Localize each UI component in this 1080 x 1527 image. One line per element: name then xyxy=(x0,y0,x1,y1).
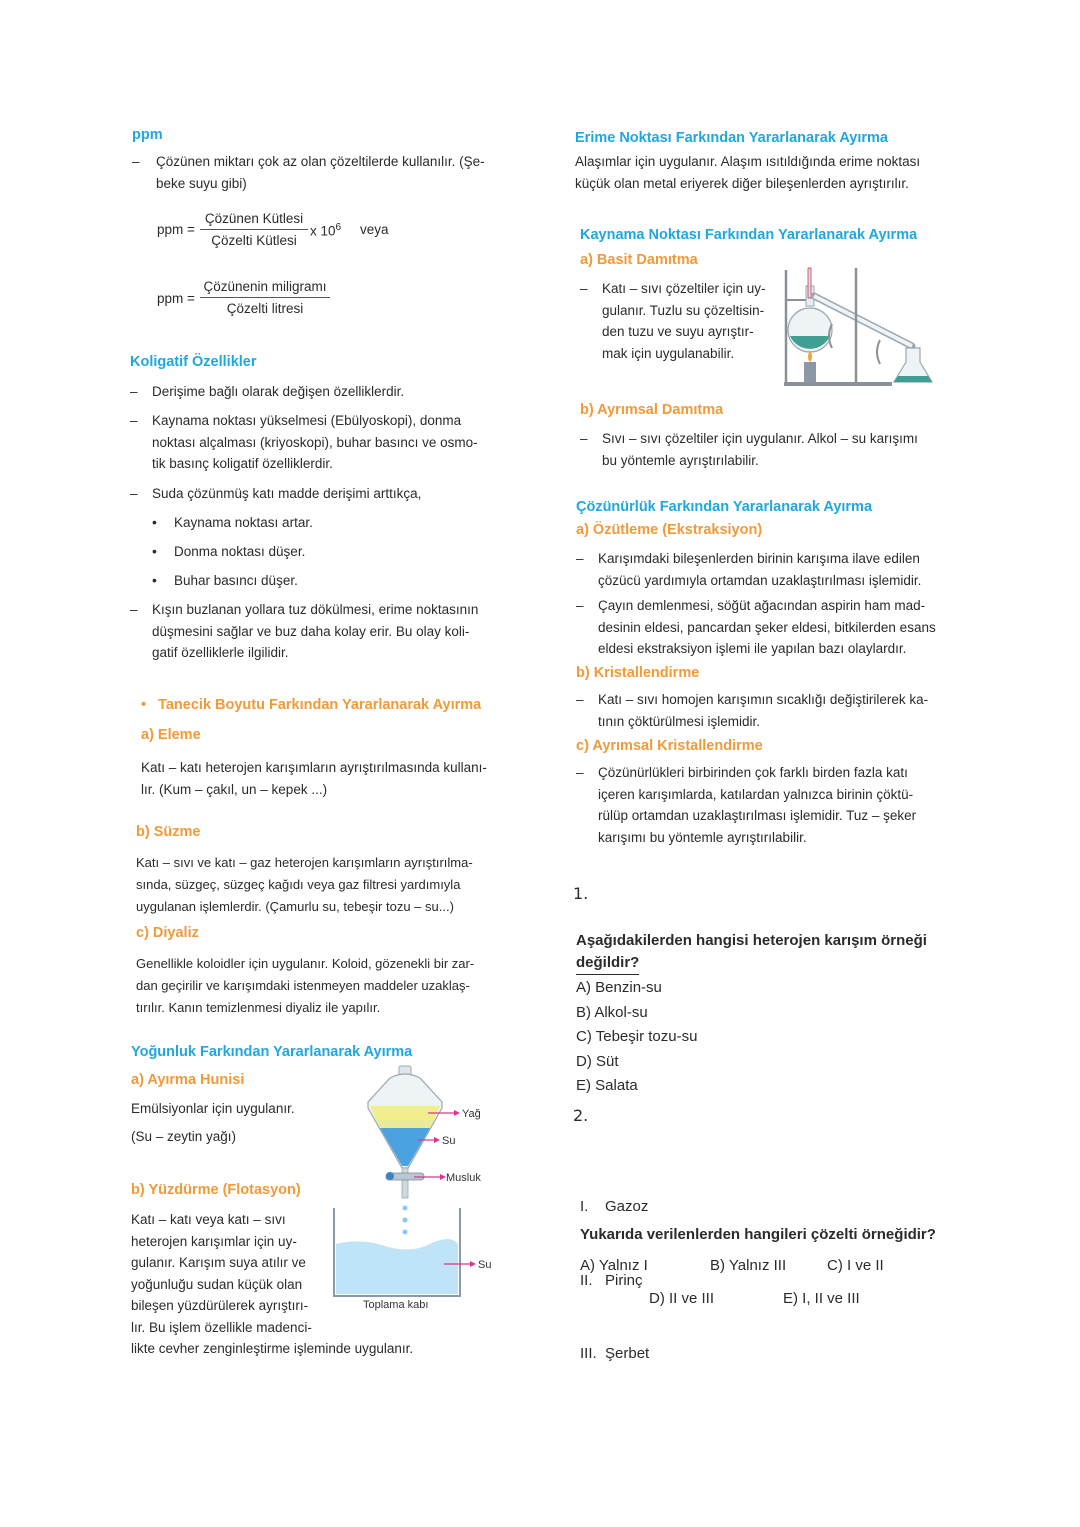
ozutleme-item: – Karışımdaki bileşenlerden birinin karışıma ilave edilen çözücü yardımıyla ortamdan uzaklaştırılması işlemidir. xyxy=(576,551,922,588)
diyaliz-heading: c) Diyaliz xyxy=(136,925,199,941)
koligatif-subitem: • Kaynama noktası artar. xyxy=(152,514,313,530)
funnel-stem xyxy=(402,1168,408,1198)
eleme-text: Katı – katı heterojen karışımların ayrıştırılmasında kullanı- lır. (Kum – çakıl, un – kepek ...) xyxy=(141,760,487,797)
kristallendirme-item: – Katı – sıvı homojen karışımın sıcaklığı değiştirilerek ka- tının çöktürülmesi işlemidir. xyxy=(576,692,929,729)
suzme-text: Katı – sıvı ve katı – gaz heterojen karışımların ayrıştırılma- sında, süzgeç, süzgeç kağıdı veya gaz filtresi yardımıyla uygulanan işlemlerdir. (Çamurlu su, tebeşir tozu – su...) xyxy=(136,855,473,914)
suzme-heading: b) Süzme xyxy=(136,824,201,840)
statement-3: III. Şerbet xyxy=(580,1345,650,1362)
erime-text: Alaşımlar için uygulanır. Alaşım ısıtıldığında erime noktası küçük olan metal eriyerek diğer bileşenlerden ayrıştırılır. xyxy=(575,154,921,191)
koligatif-subitem: • Buhar basıncı düşer. xyxy=(152,572,298,588)
koligatif-heading: Koligatif Özellikler xyxy=(130,354,257,370)
option-b[interactable]: B) Alkol-su xyxy=(576,1003,648,1021)
water-label: Su xyxy=(442,1135,456,1147)
basit-damitma-text: – Katı – sıvı çözeltiler için uy- gulanır. Tuzlu su çözeltisin- den tuzu ve suyu ayrıştır- mak için uygulanabilir. xyxy=(580,281,766,361)
formula-multiplier: x $10^6$ xyxy=(310,222,342,239)
option-a[interactable]: A) Yalnız I xyxy=(580,1257,648,1274)
option-e[interactable]: E) Salata xyxy=(576,1077,638,1094)
ozutleme-item: – Çayın demlenmesi, söğüt ağacından aspirin ham mad- desinin eldesi, pancardan şeker eldesi, bitkilerden esans eldesi ekstraksiyon işlemi ile yapılan bazı olaylardır. xyxy=(576,598,936,656)
ayirma-hunisi-heading: a) Ayırma Hunisi xyxy=(131,1072,245,1088)
separating-funnel-figure xyxy=(330,1060,500,1315)
ozutleme-heading: a) Özütleme (Ekstraksiyon) xyxy=(576,522,763,538)
oil-layer xyxy=(376,1120,434,1128)
question-2-number: 2. xyxy=(573,1106,589,1125)
question-1-options xyxy=(576,976,697,1099)
question-2-stem: Yukarıda verilenlerden hangileri çözelti örneğidir? xyxy=(580,1226,936,1243)
container-label: Toplama kabı xyxy=(363,1299,429,1311)
burner xyxy=(804,362,816,382)
option-d[interactable]: D) Süt xyxy=(576,1052,619,1070)
eleme-heading: a) Eleme xyxy=(141,727,201,743)
ayrimsal-kristallendirme-item: – Çözünürlükleri birbirinden çok farklı birden fazla katı içeren karışımlarda, katılardan yalnızca birinin çöktü- rülüp ortamdan uzaklaştırılması işlemidir. Tuz – şeker karışımı bu yöntemle ayrıştırılabilir. xyxy=(576,765,917,845)
statement-2: II. Pirinç xyxy=(580,1271,643,1289)
formula-numerator: Çözünen Kütlesi xyxy=(204,211,304,226)
formula-denominator: Çözelti litresi xyxy=(200,297,330,316)
kristallendirme-heading: b) Kristallendirme xyxy=(576,665,700,681)
yuzdurme-text: Katı – katı veya katı – sıvı heterojen karışımlar için uy- gulanır. Karışım suya atılır ve yoğunluğu sudan küçük olan bileşen yüzdürülerek ayrıştırı- lır. Bu işlem özellikle madenci- likte cevher zenginleştirme işleminde uygulanır. xyxy=(131,1212,414,1356)
koligatif-item: – Kaynama noktası yükselmesi (Ebülyoskopi), donma noktası alçalması (kriyoskopi), buhar basıncı ve osmo- tik basınç koligatif özelliklerdir. xyxy=(130,413,478,471)
option-d[interactable]: D) II ve III xyxy=(649,1290,715,1307)
koligatif-item: – Kışın buzlanan yollara tuz dökülmesi, erime noktasının düşmesini sağlar ve buz daha kolay erir. Bu olay koli- gatif özelliklerle ilgilidir. xyxy=(130,602,479,660)
tap-label: Musluk xyxy=(446,1172,481,1184)
distillation-figure xyxy=(782,266,942,390)
water-drop xyxy=(403,1230,408,1235)
distillate xyxy=(894,376,932,382)
diyaliz-text: Genellikle koloidler için uygulanır. Koloid, gözenekli bir zar- dan geçirilir ve karışımdaki istenmeyen maddeler uzaklaş- tırılır. Kanın temizlenmesi diyaliz ile yapılır. xyxy=(136,956,475,1015)
kaynama-heading: Kaynama Noktası Farkından Yararlanarak Ayırma xyxy=(580,227,918,243)
formula-denominator: Çözelti Kütlesi xyxy=(200,229,308,248)
tanecik-heading: • Tanecik Boyutu Farkından Yararlanarak Ayırma xyxy=(141,697,482,713)
koligatif-subitem: • Donma noktası düşer. xyxy=(152,543,306,559)
option-e[interactable]: E) I, II ve III xyxy=(783,1290,860,1307)
ppm-bullet: – Çözünen miktarı çok az olan çözeltilerde kullanılır. (Şe- beke suyu gibi) xyxy=(132,154,485,191)
formula-or: veya xyxy=(360,222,389,237)
formula-numerator: Çözünenin miligramı xyxy=(203,279,327,294)
erime-heading: Erime Noktası Farkından Yararlanarak Ayırma xyxy=(575,130,888,146)
koligatif-item: – Suda çözünmüş katı madde derişimi arttıkça, xyxy=(130,486,422,501)
question-1-number: 1. xyxy=(573,884,589,903)
question-1-stem: Aşağıdakilerden hangisi heterojen karışım örneği değildir? xyxy=(576,930,956,975)
oil-label: Yağ xyxy=(462,1108,481,1120)
bullet-icon: • xyxy=(141,697,147,713)
ayirma-hunisi-example: (Su – zeytin yağı) xyxy=(131,1129,237,1144)
formula-fraction-2 xyxy=(200,279,330,316)
option-c[interactable]: C) I ve II xyxy=(827,1257,884,1274)
tap-handle xyxy=(386,1172,394,1180)
yuzdurme-heading: b) Yüzdürme (Flotasyon) xyxy=(131,1182,301,1198)
statement-1: I. Gazoz xyxy=(580,1198,649,1215)
formula-label-2: ppm = xyxy=(157,291,195,306)
option-c[interactable]: C) Tebeşir tozu-su xyxy=(576,1028,698,1045)
water-layer xyxy=(380,1128,430,1166)
water-drop xyxy=(403,1218,408,1223)
ayrimsal-damitma-heading: b) Ayrımsal Damıtma xyxy=(580,402,724,418)
koligatif-item: – Derişime bağlı olarak değişen özelliklerdir. xyxy=(130,384,405,399)
collected-water xyxy=(336,1239,458,1294)
basit-damitma-heading: a) Basit Damıtma xyxy=(580,252,698,268)
ayirma-hunisi-text: Emülsiyonlar için uygulanır. xyxy=(131,1101,295,1116)
option-b[interactable]: B) Yalnız III xyxy=(710,1257,787,1274)
option-a[interactable]: A) Benzin-su xyxy=(576,979,662,996)
ayrimsal-damitma-text: – Sıvı – sıvı çözeltiler için uygulanır. Alkol – su karışımı bu yöntemle ayrıştırılabilir. xyxy=(580,431,918,468)
formula-fraction-1 xyxy=(200,211,308,248)
ayrimsal-kristallendirme-heading: c) Ayrımsal Kristallendirme xyxy=(576,738,763,754)
water2-label: Su xyxy=(478,1259,492,1271)
ppm-heading: ppm xyxy=(132,127,163,143)
yogunluk-heading: Yoğunluk Farkından Yararlanarak Ayırma xyxy=(131,1044,413,1060)
water-drop xyxy=(403,1206,408,1211)
formula-label-1: ppm = xyxy=(157,222,195,237)
cozunurluk-heading: Çözünürlük Farkından Yararlanarak Ayırma xyxy=(576,499,873,515)
